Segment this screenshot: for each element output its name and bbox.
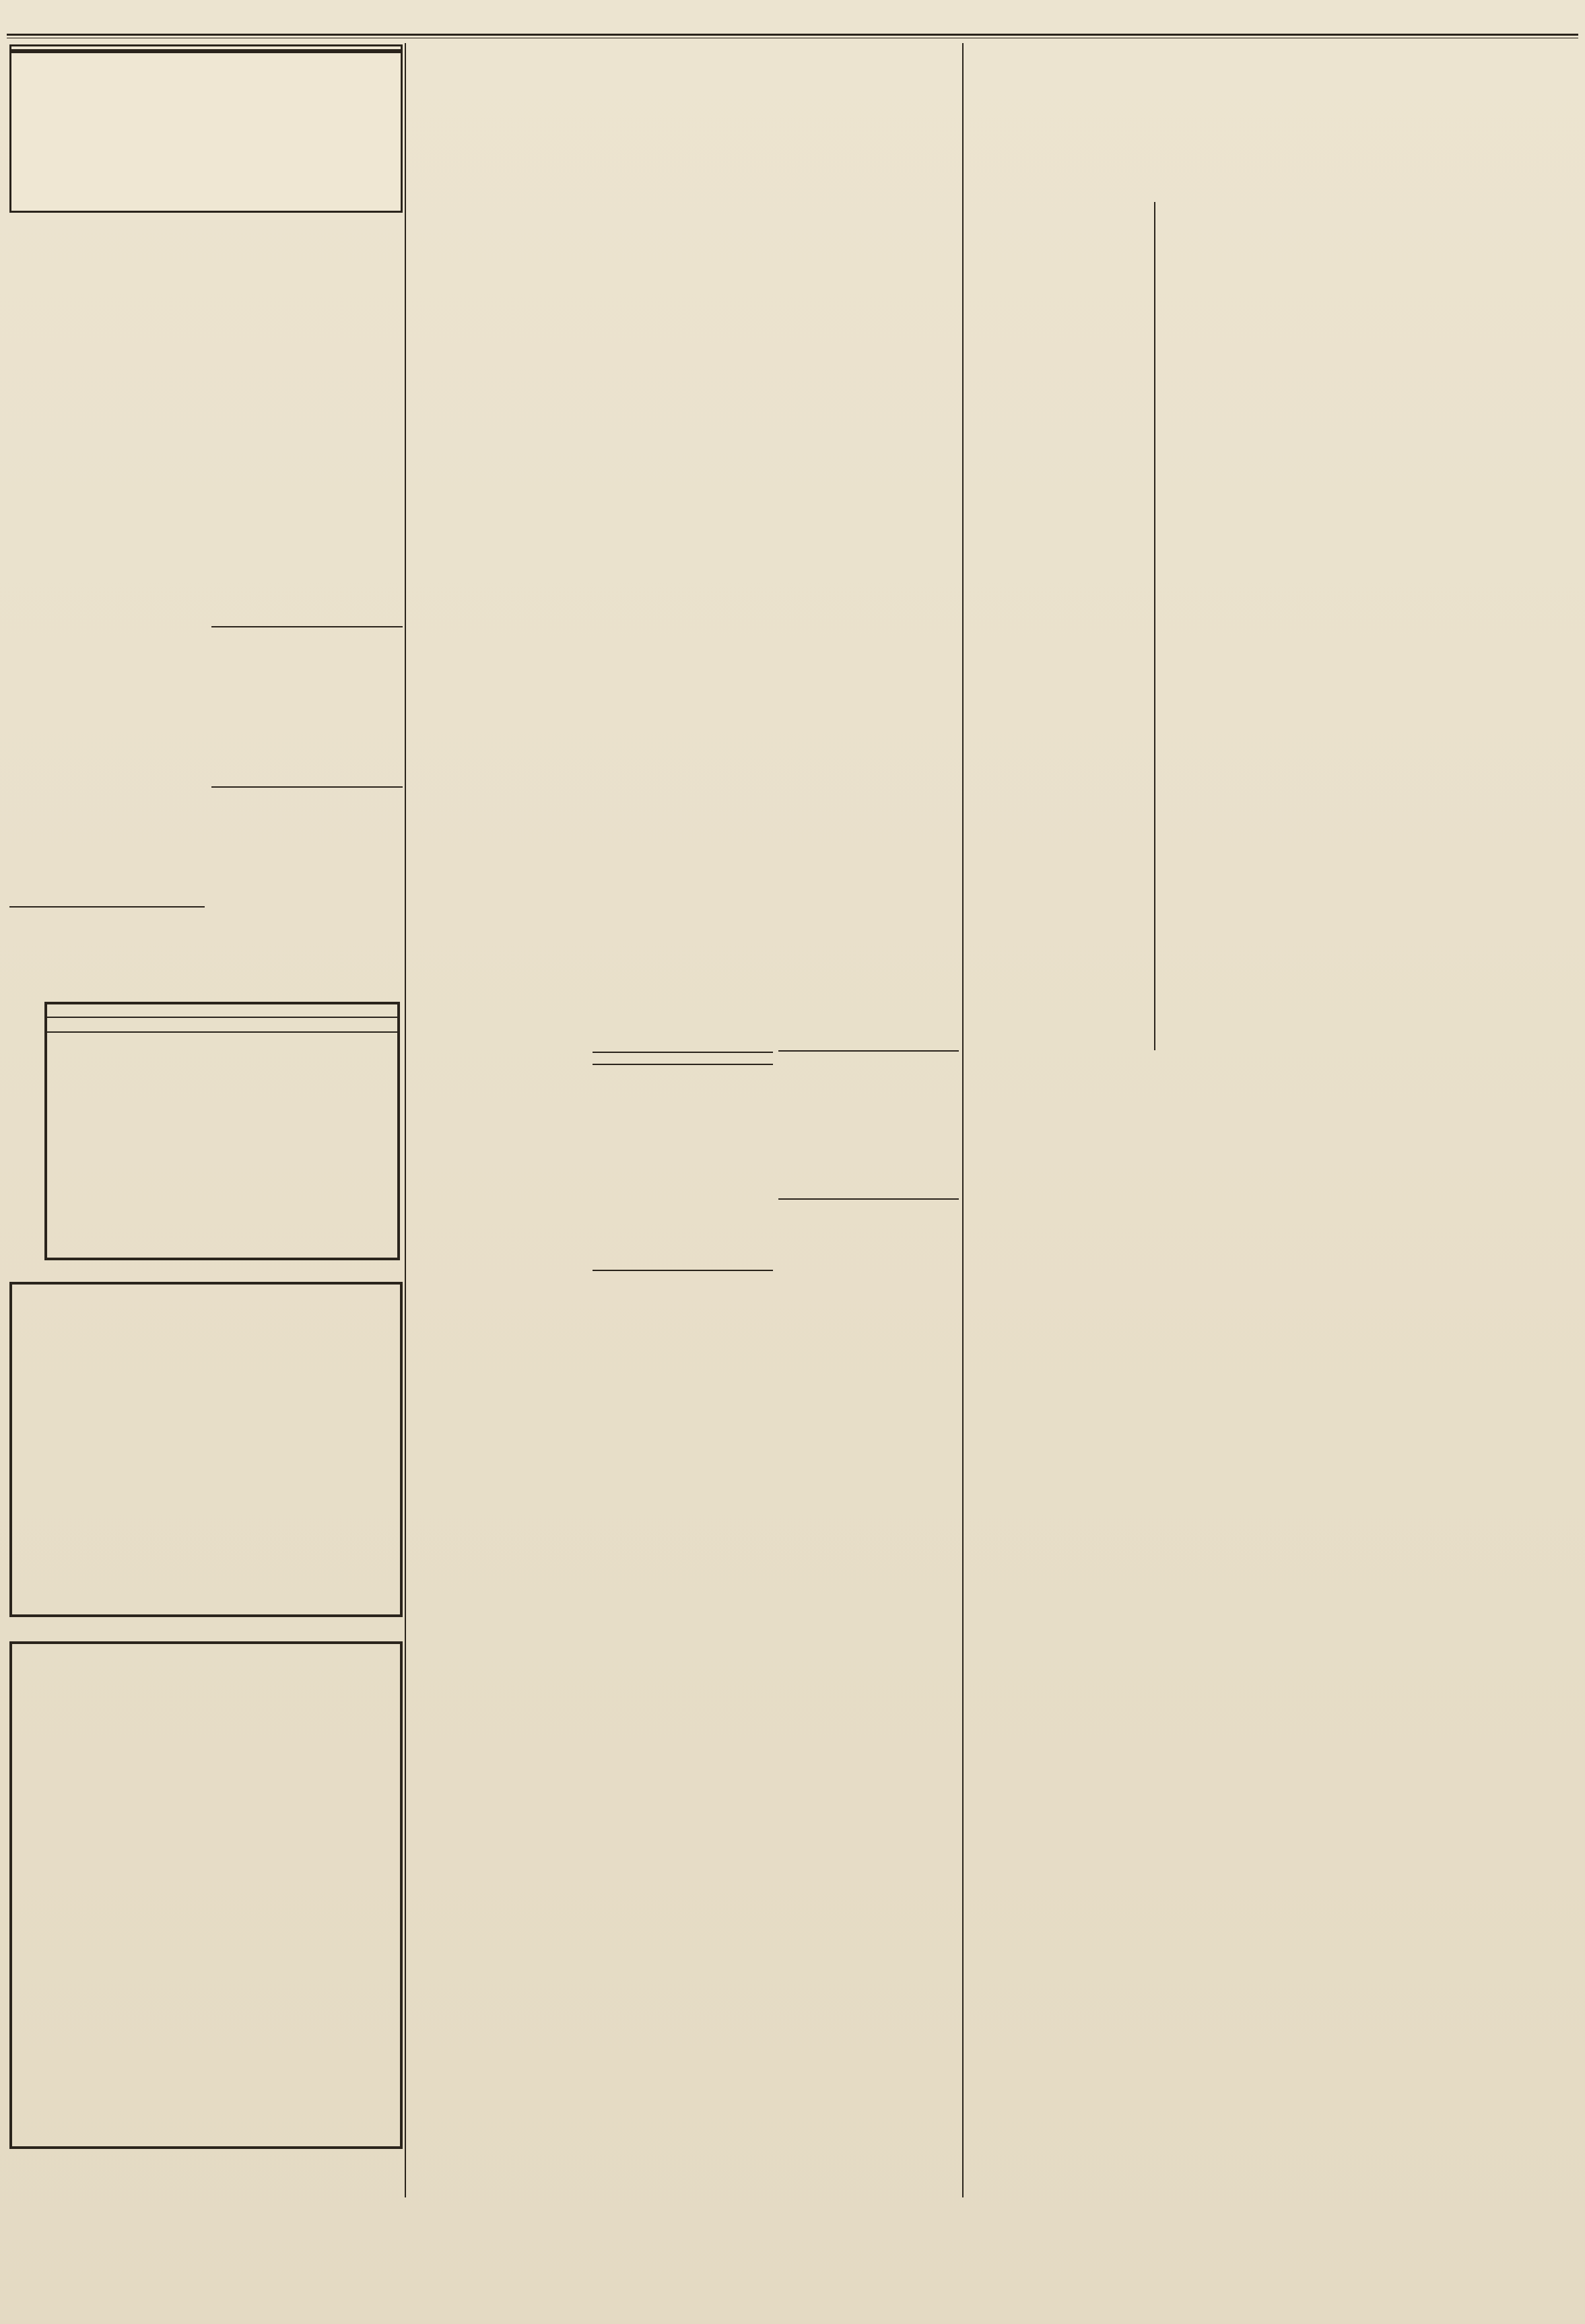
eye-clinic-ad [211, 786, 403, 876]
column-rule [405, 43, 406, 2197]
america-subtitle [47, 1017, 397, 1033]
imprint-printer-address [11, 52, 401, 53]
exports-body [9, 303, 205, 481]
rodos-ad [9, 1641, 403, 2149]
xray-lab-ad [593, 1192, 773, 1200]
sacks-notice [211, 626, 403, 767]
column-rule [962, 43, 964, 2197]
imprint-box [9, 44, 403, 213]
america-p3 [47, 1143, 397, 1208]
masthead-rule [7, 34, 1578, 36]
congress-col2 [593, 202, 772, 1046]
congress-col1 [409, 238, 586, 1046]
exports-body-2 [211, 303, 403, 377]
wanted-barber [593, 1270, 773, 1325]
congress-article [408, 65, 962, 77]
exports-article [9, 222, 403, 226]
sale-notice [9, 906, 205, 980]
notice-barber-body [9, 759, 205, 860]
eye-clinic-body [211, 792, 403, 876]
sacks-body [211, 633, 403, 767]
america-ad [44, 1002, 400, 1260]
congress-col3 [778, 202, 959, 963]
america-p2 [47, 1089, 397, 1143]
makridakis-ad [778, 1050, 959, 1054]
america-p1 [47, 1033, 397, 1089]
kornaros-ad [9, 1282, 403, 1617]
notice-barber [9, 753, 205, 860]
column-rule [1154, 202, 1155, 1050]
hose-sale [778, 1198, 959, 1306]
microbio-lab-ad [593, 1052, 773, 1065]
